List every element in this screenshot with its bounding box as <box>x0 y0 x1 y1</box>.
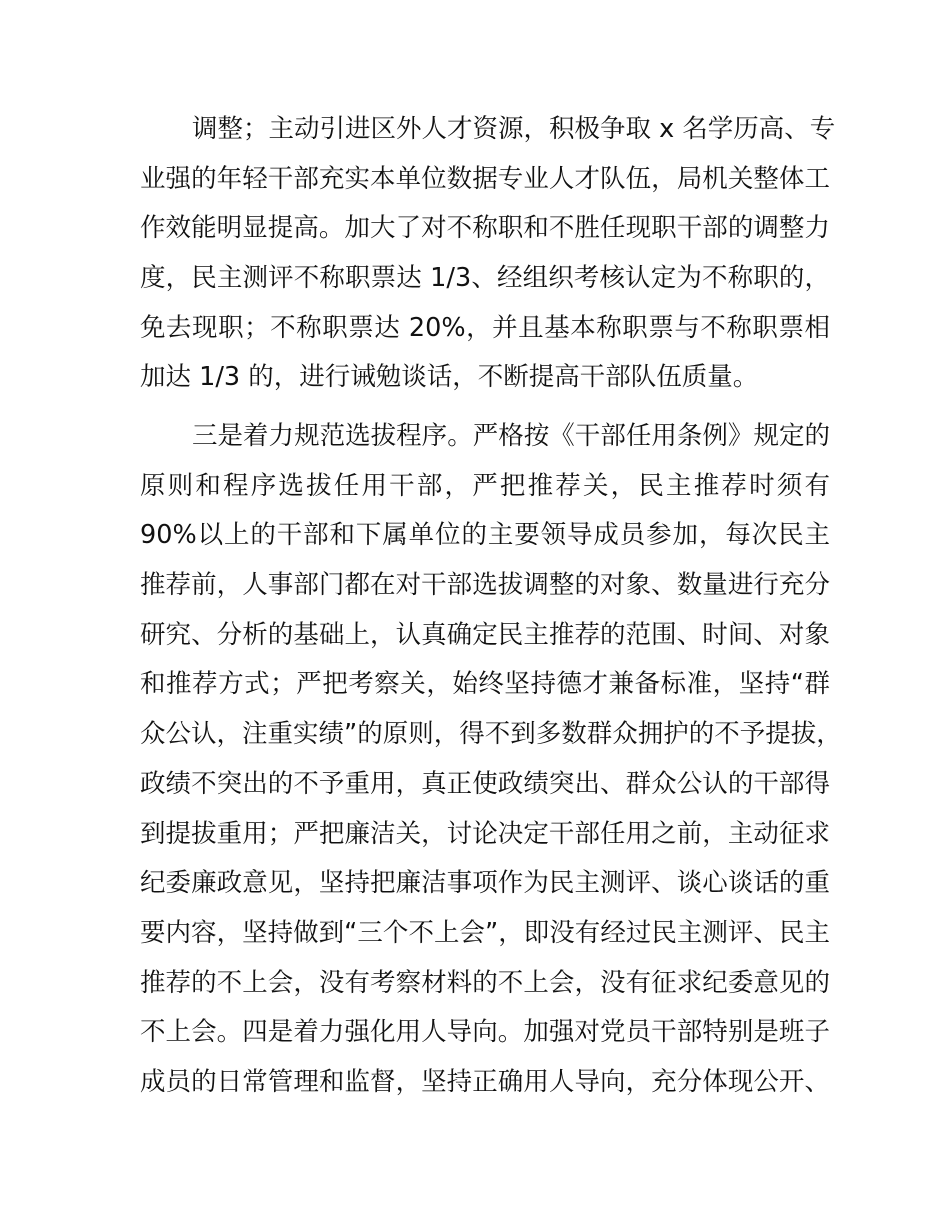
text-line: 度，民主测评不称职票达 1/3、经组织考核认定为不称职的， <box>140 263 830 294</box>
text-line: 不上会。四是着力强化用人导向。加强对党员干部特别是班子 <box>140 1017 830 1048</box>
paragraph-2 <box>140 412 842 1108</box>
text-line: 成员的日常管理和监督，坚持正确用人导向，充分体现公开、 <box>140 1066 830 1097</box>
text-line: 三是着力规范选拔程序。严格按《干部任用条例》规定的 <box>192 421 830 451</box>
text-line: 研究、分析的基础上，认真确定民主推荐的范围、时间、对象 <box>140 619 830 650</box>
text-line: 业强的年轻干部充实本单位数据专业人才队伍，局机关整体工 <box>140 163 830 194</box>
text-line: 90%以上的干部和下属单位的主要领导成员参加，每次民主 <box>140 520 830 551</box>
text-line: 加达 1/3 的，进行诫勉谈话，不断提高干部队伍质量。 <box>140 362 759 393</box>
text-line: 政绩不突出的不予重用，真正使政绩突出、群众公认的干部得 <box>140 768 830 799</box>
text-line: 到提拔重用；严把廉洁关，讨论决定干部任用之前，主动征求 <box>140 818 830 849</box>
text-line: 推荐的不上会，没有考察材料的不上会，没有征求纪委意见的 <box>140 967 830 998</box>
text-line: 推荐前，人事部门都在对干部选拔调整的对象、数量进行充分 <box>140 570 830 601</box>
paragraph-1 <box>140 105 836 403</box>
text-line: 调整；主动引进区外人才资源，积极争取 x 名学历高、专 <box>192 114 836 144</box>
text-line: 作效能明显提高。加大了对不称职和不胜任现职干部的调整力 <box>140 213 830 244</box>
text-line: 纪委廉政意见，坚持把廉洁事项作为民主测评、谈心谈话的重 <box>140 868 830 899</box>
text-line: 原则和程序选拔任用干部，严把推荐关，民主推荐时须有 <box>140 470 830 501</box>
text-line: 免去现职；不称职票达 20%，并且基本称职票与不称职票相 <box>140 312 830 343</box>
text-line: 要内容，坚持做到“三个不上会”，即没有经过民主测评、民主 <box>140 917 830 948</box>
text-line: 众公认，注重实绩”的原则，得不到多数群众拥护的不予提拔， <box>140 719 842 750</box>
text-line: 和推荐方式；严把考察关，始终坚持德才兼备标准，坚持“群 <box>140 669 830 700</box>
